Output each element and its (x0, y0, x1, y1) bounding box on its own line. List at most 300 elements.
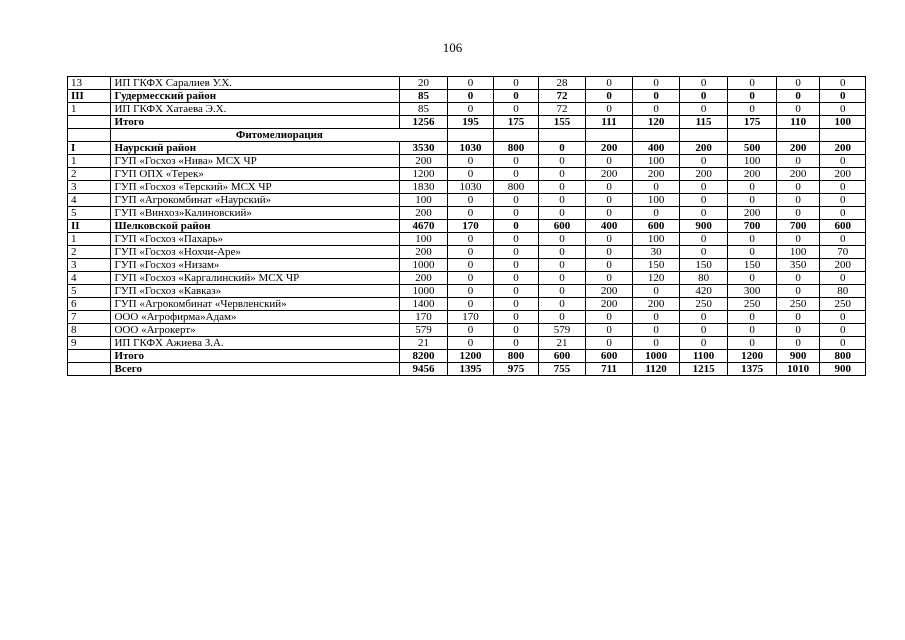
value-cell: 0 (448, 246, 494, 259)
value-cell: 200 (585, 298, 633, 311)
value-cell: 0 (585, 337, 633, 350)
value-cell: 711 (585, 363, 633, 376)
value-cell: 3530 (399, 142, 448, 155)
value-cell: 0 (448, 90, 494, 103)
value-cell: 100 (776, 246, 819, 259)
value-cell: 100 (820, 116, 866, 129)
value-cell: 150 (728, 259, 777, 272)
value-cell: 0 (539, 311, 586, 324)
value-cell: 0 (585, 246, 633, 259)
value-cell: 70 (820, 246, 866, 259)
row-number-cell: 8 (68, 324, 111, 337)
value-cell: 0 (728, 246, 777, 259)
value-cell: 0 (820, 233, 866, 246)
value-cell: 0 (820, 311, 866, 324)
value-cell: 200 (679, 168, 728, 181)
row-number-cell: III (68, 90, 111, 103)
value-cell: 0 (448, 155, 494, 168)
value-cell: 150 (679, 259, 728, 272)
value-cell: 80 (820, 285, 866, 298)
value-cell: 0 (539, 181, 586, 194)
value-cell: 200 (585, 142, 633, 155)
value-cell: 200 (776, 168, 819, 181)
row-name-cell: Итого (111, 350, 399, 363)
value-cell: 0 (585, 194, 633, 207)
value-cell: 0 (585, 324, 633, 337)
value-cell: 0 (728, 324, 777, 337)
value-cell: 0 (493, 103, 539, 116)
value-cell: 0 (448, 259, 494, 272)
value-cell: 200 (728, 168, 777, 181)
value-cell: 100 (633, 155, 680, 168)
row-number-cell: 3 (68, 181, 111, 194)
value-cell: 900 (776, 350, 819, 363)
row-name-cell: ГУП «Госхоз «Низам» (111, 259, 399, 272)
value-cell: 155 (539, 116, 586, 129)
value-cell: 0 (493, 77, 539, 90)
row-number-cell: 7 (68, 311, 111, 324)
value-cell: 600 (539, 350, 586, 363)
row-name-cell: Всего (111, 363, 399, 376)
value-cell: 0 (728, 311, 777, 324)
value-cell: 0 (493, 246, 539, 259)
value-cell: 0 (776, 337, 819, 350)
value-cell: 0 (539, 298, 586, 311)
value-cell: 0 (539, 142, 586, 155)
row-number-cell: 2 (68, 168, 111, 181)
value-cell: 115 (679, 116, 728, 129)
value-cell: 0 (448, 337, 494, 350)
value-cell: 0 (820, 337, 866, 350)
value-cell: 200 (820, 168, 866, 181)
value-cell: 200 (585, 168, 633, 181)
row-number-cell: 13 (68, 77, 111, 90)
value-cell: 0 (448, 103, 494, 116)
value-cell: 0 (820, 207, 866, 220)
value-cell: 0 (679, 181, 728, 194)
value-cell: 111 (585, 116, 633, 129)
row-number-cell: 1 (68, 155, 111, 168)
value-cell: 100 (633, 233, 680, 246)
value-cell: 0 (728, 103, 777, 116)
value-cell: 200 (776, 142, 819, 155)
value-cell: 0 (679, 311, 728, 324)
value-cell: 0 (633, 285, 680, 298)
value-cell: 0 (633, 311, 680, 324)
value-cell: 1000 (633, 350, 680, 363)
section-blank-cell (820, 129, 866, 142)
value-cell: 0 (539, 207, 586, 220)
value-cell: 600 (585, 350, 633, 363)
value-cell: 0 (493, 155, 539, 168)
value-cell: 0 (776, 311, 819, 324)
value-cell: 0 (539, 194, 586, 207)
value-cell: 200 (399, 207, 448, 220)
row-number-cell: 2 (68, 246, 111, 259)
value-cell: 100 (399, 194, 448, 207)
value-cell: 120 (633, 272, 680, 285)
value-cell: 0 (493, 90, 539, 103)
value-cell: 0 (585, 103, 633, 116)
value-cell: 1395 (448, 363, 494, 376)
row-name-cell: Гудермесский район (111, 90, 399, 103)
value-cell: 0 (448, 194, 494, 207)
row-name-cell: Шелковской район (111, 220, 399, 233)
row-name-cell: ООО «Агрокерт» (111, 324, 399, 337)
value-cell: 28 (539, 77, 586, 90)
value-cell: 1830 (399, 181, 448, 194)
value-cell: 300 (728, 285, 777, 298)
row-number-cell: I (68, 142, 111, 155)
table-row (68, 77, 866, 90)
value-cell: 1100 (679, 350, 728, 363)
value-cell: 0 (585, 272, 633, 285)
row-number-cell: II (68, 220, 111, 233)
value-cell: 72 (539, 90, 586, 103)
value-cell: 1010 (776, 363, 819, 376)
value-cell: 0 (820, 155, 866, 168)
value-cell: 100 (633, 194, 680, 207)
row-name-cell: Наурский район (111, 142, 399, 155)
value-cell: 30 (633, 246, 680, 259)
value-cell: 0 (728, 194, 777, 207)
value-cell: 0 (493, 259, 539, 272)
value-cell: 900 (679, 220, 728, 233)
table-row (68, 181, 866, 194)
table-row (68, 103, 866, 116)
value-cell: 200 (585, 285, 633, 298)
value-cell: 100 (399, 233, 448, 246)
section-blank-cell (68, 129, 111, 142)
section-blank-cell (728, 129, 777, 142)
value-cell: 0 (539, 259, 586, 272)
value-cell: 0 (539, 155, 586, 168)
value-cell: 0 (448, 285, 494, 298)
row-number-cell (68, 350, 111, 363)
row-number-cell (68, 116, 111, 129)
value-cell: 0 (679, 90, 728, 103)
row-name-cell: ИП ГКФХ Хатаева Э.Х. (111, 103, 399, 116)
value-cell: 0 (448, 298, 494, 311)
row-name-cell: ГУП «Госхоз «Терский» МСХ ЧР (111, 181, 399, 194)
row-number-cell: 5 (68, 207, 111, 220)
value-cell: 170 (448, 311, 494, 324)
table-row (68, 259, 866, 272)
value-cell: 500 (728, 142, 777, 155)
table-row (68, 298, 866, 311)
value-cell: 0 (493, 220, 539, 233)
value-cell: 0 (679, 324, 728, 337)
value-cell: 0 (728, 90, 777, 103)
value-cell: 800 (493, 142, 539, 155)
value-cell: 0 (448, 272, 494, 285)
value-cell: 0 (539, 272, 586, 285)
value-cell: 200 (820, 142, 866, 155)
value-cell: 0 (493, 324, 539, 337)
row-name-cell: ООО «Агрофирма»Адам» (111, 311, 399, 324)
row-number-cell: 1 (68, 233, 111, 246)
value-cell: 0 (679, 194, 728, 207)
value-cell: 1200 (399, 168, 448, 181)
value-cell: 0 (728, 337, 777, 350)
section-blank-cell (679, 129, 728, 142)
table-row (68, 155, 866, 168)
value-cell: 4670 (399, 220, 448, 233)
value-cell: 0 (820, 272, 866, 285)
value-cell: 400 (633, 142, 680, 155)
row-number-cell: 3 (68, 259, 111, 272)
table-row (68, 311, 866, 324)
value-cell: 110 (776, 116, 819, 129)
section-blank-cell (776, 129, 819, 142)
data-table (67, 76, 866, 376)
value-cell: 579 (399, 324, 448, 337)
value-cell: 700 (776, 220, 819, 233)
value-cell: 250 (820, 298, 866, 311)
value-cell: 200 (820, 259, 866, 272)
value-cell: 0 (776, 90, 819, 103)
value-cell: 200 (633, 168, 680, 181)
value-cell: 0 (493, 285, 539, 298)
value-cell: 0 (585, 207, 633, 220)
value-cell: 0 (493, 207, 539, 220)
value-cell: 0 (539, 233, 586, 246)
value-cell: 800 (493, 181, 539, 194)
value-cell: 21 (539, 337, 586, 350)
value-cell: 420 (679, 285, 728, 298)
value-cell: 0 (585, 77, 633, 90)
value-cell: 0 (776, 155, 819, 168)
value-cell: 0 (679, 233, 728, 246)
value-cell: 120 (633, 116, 680, 129)
value-cell: 0 (820, 90, 866, 103)
row-name-cell: ГУП «Госхоз «Кавказ» (111, 285, 399, 298)
section-blank-cell (448, 129, 494, 142)
value-cell: 1256 (399, 116, 448, 129)
value-cell: 400 (585, 220, 633, 233)
row-number-cell (68, 363, 111, 376)
value-cell: 1030 (448, 142, 494, 155)
section-blank-cell (539, 129, 586, 142)
value-cell: 600 (633, 220, 680, 233)
value-cell: 0 (448, 168, 494, 181)
value-cell: 150 (633, 259, 680, 272)
row-name-cell: ИП ГКФХ Саралиев У.Х. (111, 77, 399, 90)
value-cell: 0 (585, 181, 633, 194)
value-cell: 1030 (448, 181, 494, 194)
value-cell: 200 (633, 298, 680, 311)
value-cell: 21 (399, 337, 448, 350)
table-row (68, 350, 866, 363)
value-cell: 0 (820, 194, 866, 207)
value-cell: 0 (585, 259, 633, 272)
table-row (68, 285, 866, 298)
table-row (68, 90, 866, 103)
value-cell: 1375 (728, 363, 777, 376)
value-cell: 755 (539, 363, 586, 376)
value-cell: 800 (820, 350, 866, 363)
row-number-cell: 4 (68, 194, 111, 207)
value-cell: 20 (399, 77, 448, 90)
value-cell: 0 (633, 90, 680, 103)
value-cell: 0 (820, 181, 866, 194)
value-cell: 0 (448, 233, 494, 246)
value-cell: 0 (539, 246, 586, 259)
row-name-cell: ГУП «Агрокомбинат «Червленский» (111, 298, 399, 311)
value-cell: 0 (448, 77, 494, 90)
page-number: 106 (442, 40, 463, 55)
value-cell: 0 (679, 155, 728, 168)
value-cell: 0 (728, 77, 777, 90)
table-row (68, 194, 866, 207)
value-cell: 200 (399, 246, 448, 259)
section-header-row (68, 129, 866, 142)
value-cell: 0 (493, 337, 539, 350)
value-cell: 0 (679, 246, 728, 259)
value-cell: 600 (539, 220, 586, 233)
value-cell: 0 (728, 272, 777, 285)
value-cell: 175 (493, 116, 539, 129)
value-cell: 1215 (679, 363, 728, 376)
table-row (68, 363, 866, 376)
value-cell: 0 (776, 285, 819, 298)
value-cell: 0 (493, 194, 539, 207)
table-row (68, 142, 866, 155)
value-cell: 0 (776, 103, 819, 116)
value-cell: 0 (585, 311, 633, 324)
value-cell: 1000 (399, 285, 448, 298)
value-cell: 0 (493, 298, 539, 311)
value-cell: 170 (448, 220, 494, 233)
row-name-cell: ГУП «Госхоз «Пахарь» (111, 233, 399, 246)
value-cell: 0 (633, 324, 680, 337)
value-cell: 800 (493, 350, 539, 363)
value-cell: 0 (448, 207, 494, 220)
value-cell: 0 (493, 311, 539, 324)
row-number-cell: 6 (68, 298, 111, 311)
table-row (68, 220, 866, 233)
value-cell: 0 (493, 168, 539, 181)
value-cell: 200 (679, 142, 728, 155)
row-name-cell: ГУП ОПХ «Терек» (111, 168, 399, 181)
value-cell: 0 (776, 272, 819, 285)
value-cell: 250 (776, 298, 819, 311)
row-number-cell: 4 (68, 272, 111, 285)
value-cell: 0 (820, 324, 866, 337)
value-cell: 0 (776, 181, 819, 194)
row-name-cell: ГУП «Госхоз «Нива» МСХ ЧР (111, 155, 399, 168)
value-cell: 1200 (728, 350, 777, 363)
value-cell: 0 (776, 324, 819, 337)
value-cell: 700 (728, 220, 777, 233)
value-cell: 0 (679, 337, 728, 350)
table-row (68, 233, 866, 246)
row-name-cell: ГУП «Агрокомбинат «Наурский» (111, 194, 399, 207)
value-cell: 0 (820, 103, 866, 116)
value-cell: 0 (633, 77, 680, 90)
value-cell: 250 (679, 298, 728, 311)
value-cell: 0 (820, 77, 866, 90)
table-row (68, 272, 866, 285)
value-cell: 0 (585, 233, 633, 246)
value-cell: 0 (539, 285, 586, 298)
row-name-cell: ГУП «Госхоз «Каргалинский» МСХ ЧР (111, 272, 399, 285)
value-cell: 900 (820, 363, 866, 376)
value-cell: 72 (539, 103, 586, 116)
value-cell: 0 (493, 233, 539, 246)
value-cell: 600 (820, 220, 866, 233)
value-cell: 200 (728, 207, 777, 220)
table-row (68, 116, 866, 129)
value-cell: 0 (633, 103, 680, 116)
section-blank-cell (633, 129, 680, 142)
section-blank-cell (585, 129, 633, 142)
value-cell: 0 (679, 103, 728, 116)
row-name-cell: ИП ГКФХ Ажиева З.А. (111, 337, 399, 350)
value-cell: 1120 (633, 363, 680, 376)
table-row (68, 337, 866, 350)
value-cell: 85 (399, 90, 448, 103)
value-cell: 0 (585, 155, 633, 168)
value-cell: 579 (539, 324, 586, 337)
table-row (68, 168, 866, 181)
row-number-cell: 1 (68, 103, 111, 116)
value-cell: 200 (399, 155, 448, 168)
row-name-cell: Итого (111, 116, 399, 129)
value-cell: 0 (493, 272, 539, 285)
value-cell: 0 (633, 337, 680, 350)
row-number-cell: 9 (68, 337, 111, 350)
value-cell: 100 (728, 155, 777, 168)
value-cell: 975 (493, 363, 539, 376)
section-title: Фитомелиорация (111, 129, 448, 142)
value-cell: 0 (776, 194, 819, 207)
value-cell: 0 (539, 168, 586, 181)
value-cell: 0 (679, 77, 728, 90)
row-number-cell: 5 (68, 285, 111, 298)
value-cell: 1000 (399, 259, 448, 272)
value-cell: 0 (776, 233, 819, 246)
value-cell: 0 (728, 181, 777, 194)
table-row (68, 207, 866, 220)
value-cell: 250 (728, 298, 777, 311)
section-blank-cell (493, 129, 539, 142)
value-cell: 0 (776, 77, 819, 90)
value-cell: 0 (728, 233, 777, 246)
value-cell: 0 (776, 207, 819, 220)
row-name-cell: ГУП «Госхоз «Нохчи-Аре» (111, 246, 399, 259)
table-row (68, 246, 866, 259)
value-cell: 350 (776, 259, 819, 272)
value-cell: 200 (399, 272, 448, 285)
value-cell: 0 (633, 207, 680, 220)
value-cell: 195 (448, 116, 494, 129)
value-cell: 9456 (399, 363, 448, 376)
table-body (68, 77, 866, 376)
table-row (68, 324, 866, 337)
row-name-cell: ГУП «Винхоз»Калиновский» (111, 207, 399, 220)
value-cell: 0 (448, 324, 494, 337)
value-cell: 80 (679, 272, 728, 285)
value-cell: 0 (585, 90, 633, 103)
value-cell: 170 (399, 311, 448, 324)
value-cell: 0 (679, 207, 728, 220)
value-cell: 175 (728, 116, 777, 129)
value-cell: 1400 (399, 298, 448, 311)
value-cell: 0 (633, 181, 680, 194)
value-cell: 85 (399, 103, 448, 116)
value-cell: 8200 (399, 350, 448, 363)
